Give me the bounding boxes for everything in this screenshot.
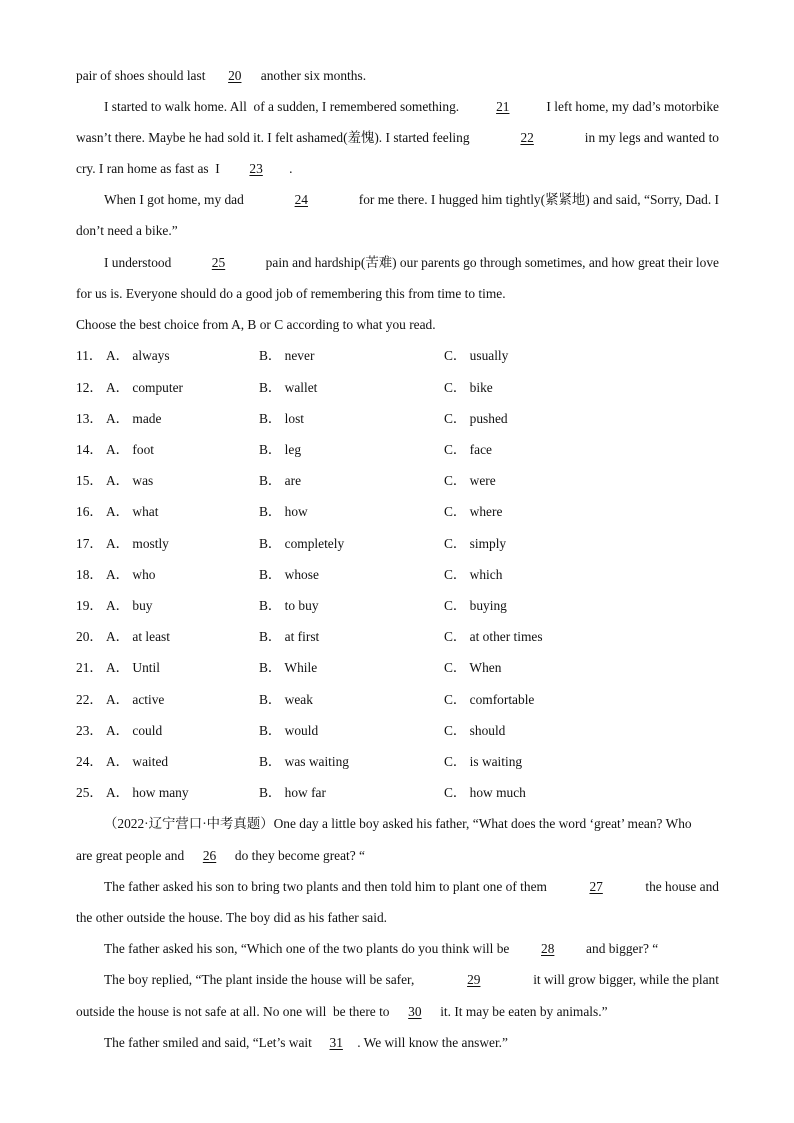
blank-25: 25 [211,255,226,270]
option-b[interactable]: B． completely [259,536,345,551]
passage-line: （2022·辽宁营口·中考真题）One day a little boy asked his father, “What does the word ‘great’ mean? Who [104,816,692,831]
option-c[interactable]: C． usually [444,348,509,363]
instruction: Choose the best choice from A, B or C according to what you read. [76,317,436,332]
option-a[interactable]: A． could [106,723,163,738]
option-a[interactable]: A． what [106,504,159,519]
passage-line: The boy replied, “The plant inside the house will be safer, 29 it will grow bigger, while the plant [104,972,719,987]
option-c[interactable]: C． When [444,660,502,675]
option-b[interactable]: B． to buy [259,598,319,613]
option-a[interactable]: A． made [106,411,162,426]
option-b[interactable]: B． whose [259,567,319,582]
option-b[interactable]: B． wallet [259,380,318,395]
question-row: 25． A． how many B． how far C． how much [76,785,526,800]
question-row: 22． A． active B． weak C． comfortable [76,692,535,707]
passage-line: I started to walk home. All of a sudden, I remembered something. 21 I left home, my dad’s motorbike [104,99,719,114]
option-b[interactable]: B． lost [259,411,305,426]
passage-line: I understood 25 pain and hardship(苦难) our parents go through sometimes, and how great their love [104,255,719,270]
blank-20: 20 [228,68,242,83]
option-c[interactable]: C． simply [444,536,507,551]
option-a[interactable]: A． buy [106,598,153,613]
passage-line: The father smiled and said, “Let’s wait 31 . We will know the answer.” [104,1035,508,1050]
blank-26: 26 [202,848,217,863]
blank-22: 22 [520,130,534,145]
option-c[interactable]: C． were [444,473,496,488]
option-b[interactable]: B． how [259,504,308,519]
passage-line: outside the house is not safe at all. No one will be there to 30 it. It may be eaten by animals.” [76,1004,608,1019]
blank-27: 27 [589,879,603,894]
option-a[interactable]: A． always [106,348,170,363]
option-b[interactable]: B． leg [259,442,302,457]
option-c[interactable]: C． at other times [444,629,543,644]
passage-line: wasn’t there. Maybe he had sold it. I felt ashamed(羞愧). I started feeling 22 in my legs and wanted to [76,130,719,145]
option-c[interactable]: C． where [444,504,503,519]
option-a[interactable]: A． waited [106,754,169,769]
question-row: 11． A． always B． never C． usually [76,348,509,363]
blank-29: 29 [467,972,481,987]
blank-31: 31 [329,1035,343,1050]
option-b[interactable]: B． are [259,473,302,488]
question-row: 19． A． buy B． to buy C． buying [76,598,507,613]
option-b[interactable]: B． at first [259,629,320,644]
option-a[interactable]: A． Until [106,660,160,675]
option-a[interactable]: A． mostly [106,536,169,551]
option-a[interactable]: A． how many [106,785,189,800]
option-c[interactable]: C． face [444,442,492,457]
option-b[interactable]: B． weak [259,692,313,707]
option-a[interactable]: A． active [106,692,165,707]
question-row: 20． A． at least B． at first C． at other times [76,629,543,644]
option-b[interactable]: B． never [259,348,315,363]
option-c[interactable]: C． buying [444,598,507,613]
question-row: 14． A． foot B． leg C． face [76,442,492,457]
question-row: 23． A． could B． would C． should [76,723,506,738]
option-a[interactable]: A． who [106,567,156,582]
blank-23: 23 [249,161,263,176]
passage-line: cry. I ran home as fast as I 23 . [76,161,293,176]
option-b[interactable]: B． would [259,723,319,738]
question-row: 13． A． made B． lost C． pushed [76,411,508,426]
option-b[interactable]: B． was waiting [259,754,350,769]
question-row: 15． A． was B． are C． were [76,473,496,488]
blank-30: 30 [408,1004,422,1019]
blank-28: 28 [541,941,555,956]
option-c[interactable]: C． pushed [444,411,508,426]
option-b[interactable]: B． While [259,660,318,675]
option-c[interactable]: C． should [444,723,506,738]
blank-21: 21 [496,99,510,114]
option-c[interactable]: C． which [444,567,503,582]
passage-line: When I got home, my dad 24 for me there. I hugged him tightly(紧紧地) and said, “Sorry, Dad. I [104,192,719,207]
question-row: 17． A． mostly B． completely C． simply [76,536,507,551]
option-c[interactable]: C． comfortable [444,692,535,707]
passage-line: pair of shoes should last 20 another six months. [76,68,367,83]
question-row: 12． A． computer B． wallet C． bike [76,380,493,395]
passage-line: The father asked his son, “Which one of the two plants do you think will be 28 and bigger? “ [104,941,659,956]
question-row: 16． A． what B． how C． where [76,504,503,519]
blank-24: 24 [294,192,308,207]
option-a[interactable]: A． at least [106,629,170,644]
option-a[interactable]: A． computer [106,380,183,395]
option-a[interactable]: A． was [106,473,154,488]
option-c[interactable]: C． bike [444,380,493,395]
passage-line: are great people and 26 do they become great? “ [76,848,365,863]
passage-line: the other outside the house. The boy did as his father said. [76,910,388,925]
passage-line: for us is. Everyone should do a good job of remembering this from time to time. [76,286,506,301]
option-a[interactable]: A． foot [106,442,154,457]
option-b[interactable]: B． how far [259,785,326,800]
option-c[interactable]: C． is waiting [444,754,523,769]
passage-line: The father asked his son to bring two plants and then told him to plant one of them 27 the house and [104,879,719,894]
question-row: 21． A． Until B． While C． When [76,660,502,675]
passage-line: don’t need a bike.” [76,223,178,238]
question-row: 24． A． waited B． was waiting C． is waiting [76,754,523,769]
option-c[interactable]: C． how much [444,785,526,800]
question-row: 18． A． who B． whose C． which [76,567,503,582]
